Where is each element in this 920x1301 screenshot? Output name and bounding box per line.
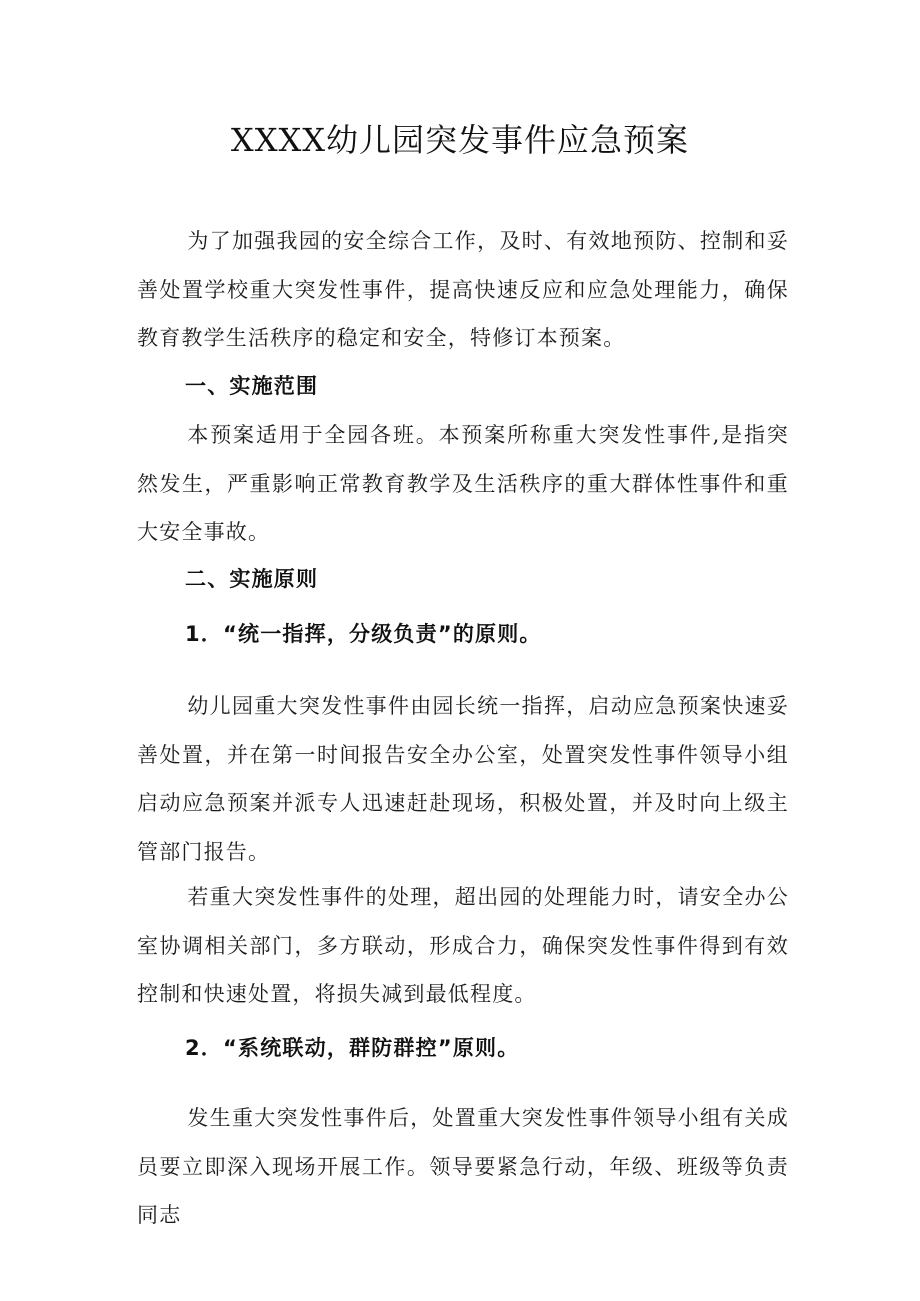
section-1-heading: 一、实施范围 — [185, 374, 319, 398]
section-2-heading: 二、实施原则 — [185, 567, 319, 591]
principle-2-heading: 2．“系统联动，群防群控”原则。 — [185, 1036, 520, 1060]
principle-2-paragraph-1: 发生重大突发性事件后，处置重大突发性事件领导小组有关成员要立即深入现场开展工作。领导要紧急行动，年级、班级等负责同志 — [137, 1106, 789, 1227]
principle-1-heading: 1．“统一指挥，分级负责”的原则。 — [185, 622, 542, 646]
document-title: XXXX幼儿园突发事件应急预案 — [230, 121, 690, 159]
principle-1-paragraph-2: 若重大突发性事件的处理，超出园的处理能力时，请安全办公室协调相关部门，多方联动，形成合力，确保突发性事件得到有效控制和快速处置，将损失减到最低程度。 — [137, 885, 789, 1006]
intro-paragraph: 为了加强我园的安全综合工作，及时、有效地预防、控制和妥善处置学校重大突发性事件，提高快速反应和应急处理能力，确保教育教学生活秩序的稳定和安全，特修订本预案。 — [137, 229, 789, 350]
section-1-paragraph: 本预案适用于全园各班。本预案所称重大突发性事件,是指突然发生，严重影响正常教育教学及生活秩序的重大群体性事件和重大安全事故。 — [137, 423, 789, 544]
principle-1-paragraph-1: 幼儿园重大突发性事件由园长统一指挥，启动应急预案快速妥善处置，并在第一时间报告安全办公室，处置突发性事件领导小组启动应急预案并派专人迅速赶赴现场，积极处置，并及时向上级主管部门报告。 — [137, 694, 789, 864]
